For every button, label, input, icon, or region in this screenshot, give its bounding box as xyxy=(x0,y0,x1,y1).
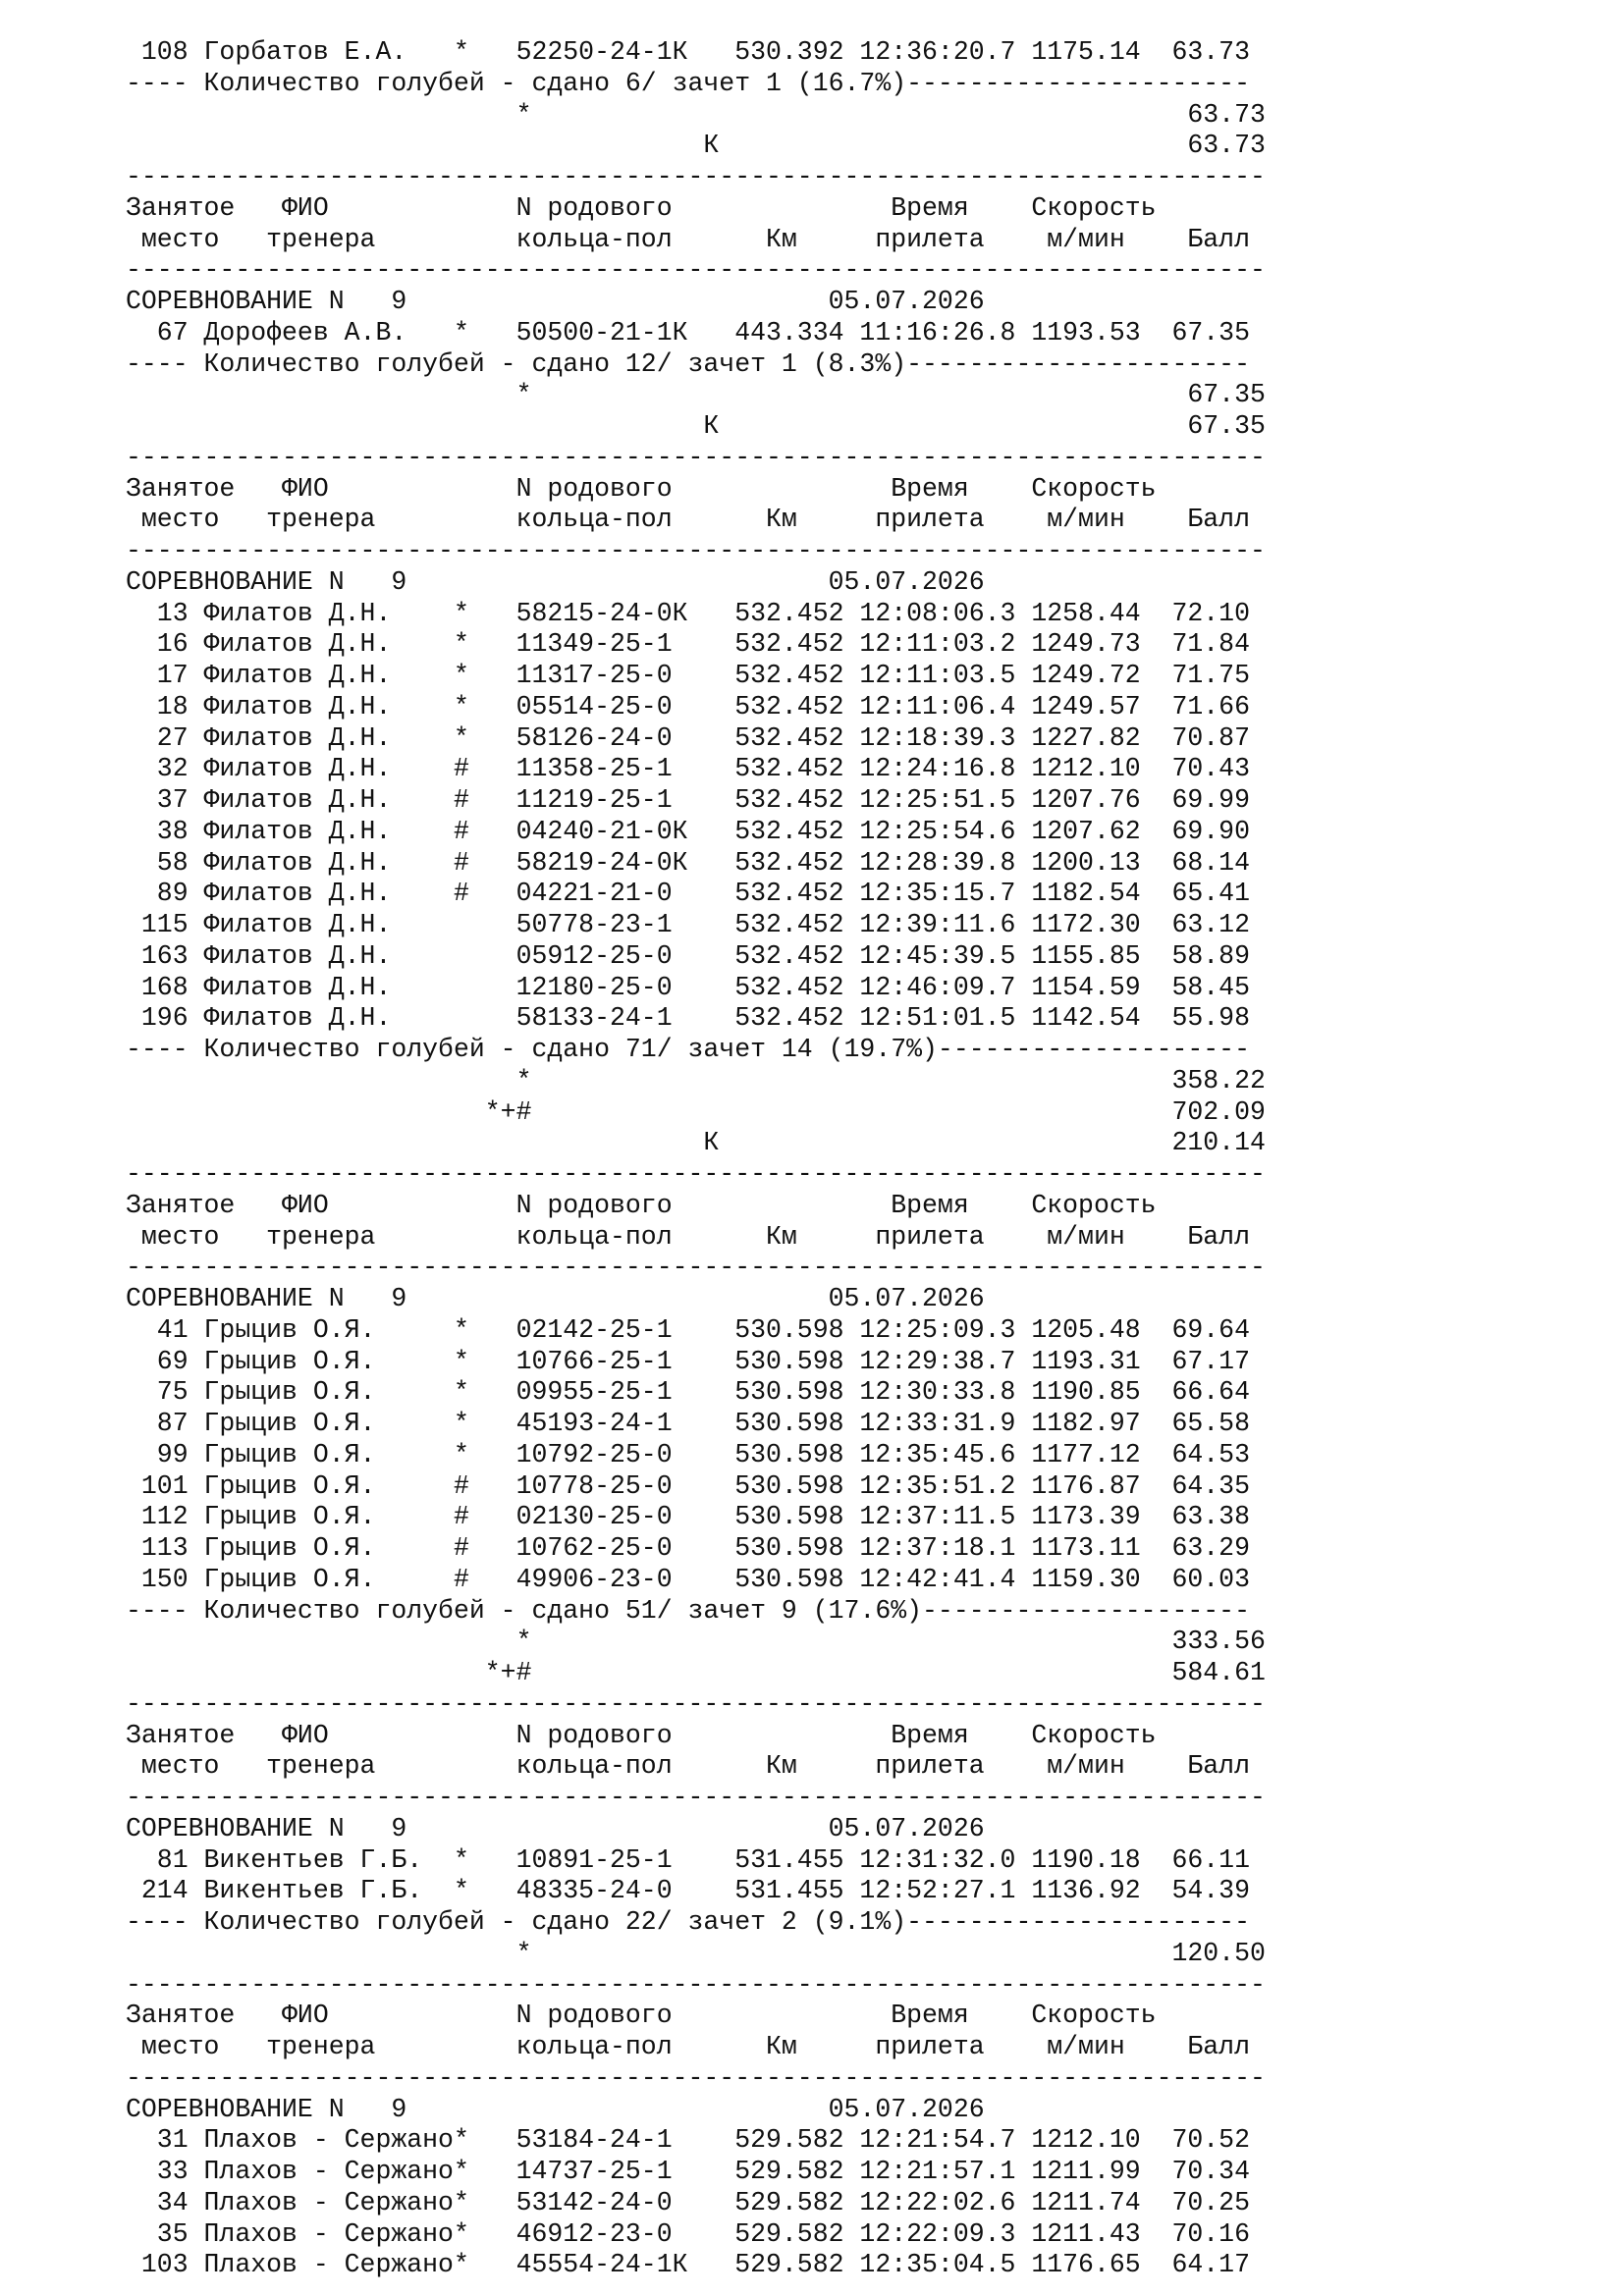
report-line: 168 Филатов Д.Н. 12180-25-0 532.452 12:46:09.7 1154.59 58.45 xyxy=(126,972,1250,1002)
report-line: 115 Филатов Д.Н. 50778-23-1 532.452 12:39:11.6 1172.30 63.12 xyxy=(126,910,1250,939)
report-line: 112 Грыцив О.Я. # 02130-25-0 530.598 12:37:11.5 1173.39 63.38 xyxy=(126,1502,1250,1532)
report-line: 196 Филатов Д.Н. 58133-24-1 532.452 12:51:01.5 1142.54 55.98 xyxy=(126,1003,1250,1034)
report-line: СОРЕВНОВАНИЕ N 9 05.07.2026 xyxy=(126,2094,985,2124)
report-line: ------------------------------------------------------------------------- xyxy=(126,1783,1266,1812)
report-line: СОРЕВНОВАНИЕ N 9 05.07.2026 xyxy=(126,1284,985,1313)
report-line: Занятое ФИО N родового Время Скорость xyxy=(126,192,1157,223)
report-line: Занятое ФИО N родового Время Скорость xyxy=(126,1190,1157,1220)
report-line: СОРЕВНОВАНИЕ N 9 05.07.2026 xyxy=(126,287,985,316)
report-line: 87 Грыцив О.Я. * 45193-24-1 530.598 12:33:31.9 1182.97 65.58 xyxy=(126,1409,1250,1438)
report-line: *+# 702.09 xyxy=(126,1096,1266,1127)
report-line: * 358.22 xyxy=(126,1065,1266,1095)
report-line: ------------------------------------------------------------------------- xyxy=(126,162,1266,191)
report-line: 99 Грыцив О.Я. * 10792-25-0 530.598 12:35:45.6 1177.12 64.53 xyxy=(126,1439,1250,1469)
report-line: 31 Плахов - Сержано* 53184-24-1 529.582 12:21:54.7 1212.10 70.52 xyxy=(126,2125,1250,2156)
report-line: 37 Филатов Д.Н. # 11219-25-1 532.452 12:25:51.5 1207.76 69.99 xyxy=(126,785,1250,815)
report-line: К 210.14 xyxy=(126,1128,1266,1158)
report-line: 16 Филатов Д.Н. * 11349-25-1 532.452 12:11:03.2 1249.73 71.84 xyxy=(126,629,1250,660)
report-line: 58 Филатов Д.Н. # 58219-24-0К 532.452 12:28:39.8 1200.13 68.14 xyxy=(126,847,1250,878)
report-line: ------------------------------------------------------------------------- xyxy=(126,2062,1266,2093)
report-line: ---- Количество голубей - сдано 22/ зачет 2 (9.1%)---------------------- xyxy=(126,1907,1250,1937)
report-line: ------------------------------------------------------------------------- xyxy=(126,442,1266,472)
report-line: *+# 584.61 xyxy=(126,1658,1266,1687)
report-line: ---- Количество голубей - сдано 71/ зачет 14 (19.7%)-------------------- xyxy=(126,1035,1250,1064)
report-line: 18 Филатов Д.Н. * 05514-25-0 532.452 12:11:06.4 1249.57 71.66 xyxy=(126,691,1250,721)
report-line: Занятое ФИО N родового Время Скорость xyxy=(126,2001,1157,2031)
report-line: 34 Плахов - Сержано* 53142-24-0 529.582 12:22:02.6 1211.74 70.25 xyxy=(126,2187,1250,2217)
report-line: 101 Грыцив О.Я. # 10778-25-0 530.598 12:35:51.2 1176.87 64.35 xyxy=(126,1470,1250,1501)
report-line: 108 Горбатов Е.А. * 52250-24-1К 530.392 12:36:20.7 1175.14 63.73 xyxy=(126,37,1250,67)
report-line: 214 Викентьев Г.Б. * 48335-24-0 531.455 12:52:27.1 1136.92 54.39 xyxy=(126,1876,1250,1906)
report-line: Занятое ФИО N родового Время Скорость xyxy=(126,1720,1157,1750)
report-line: СОРЕВНОВАНИЕ N 9 05.07.2026 xyxy=(126,566,985,597)
report-line: ------------------------------------------------------------------------- xyxy=(126,1253,1266,1283)
report-line: 89 Филатов Д.Н. # 04221-21-0 532.452 12:35:15.7 1182.54 65.41 xyxy=(126,879,1250,909)
report-line: место тренера кольца-пол Км прилета м/мин Балл xyxy=(126,2032,1250,2061)
report-line: 150 Грыцив О.Я. # 49906-23-0 530.598 12:42:41.4 1159.30 60.03 xyxy=(126,1564,1250,1594)
report-line: 13 Филатов Д.Н. * 58215-24-0К 532.452 12:08:06.3 1258.44 72.10 xyxy=(126,598,1250,628)
report-line: 67 Дорофеев А.В. * 50500-21-1К 443.334 11:16:26.8 1193.53 67.35 xyxy=(126,317,1250,347)
results-printout xyxy=(126,37,1598,2281)
report-line: 103 Плахов - Сержано* 45554-24-1К 529.582 12:35:04.5 1176.65 64.17 xyxy=(126,2250,1250,2280)
report-line: СОРЕВНОВАНИЕ N 9 05.07.2026 xyxy=(126,1813,985,1843)
report-line: ------------------------------------------------------------------------- xyxy=(126,1969,1266,2000)
report-line: ------------------------------------------------------------------------- xyxy=(126,1159,1266,1189)
report-line: 32 Филатов Д.Н. # 11358-25-1 532.452 12:24:16.8 1212.10 70.43 xyxy=(126,754,1250,784)
report-line: ---- Количество голубей - сдано 12/ зачет 1 (8.3%)---------------------- xyxy=(126,348,1250,379)
report-line: место тренера кольца-пол Км прилета м/мин Балл xyxy=(126,505,1250,535)
report-line: ------------------------------------------------------------------------- xyxy=(126,536,1266,565)
report-line: * 120.50 xyxy=(126,1938,1266,1968)
report-line: * 67.35 xyxy=(126,380,1266,410)
report-line: 27 Филатов Д.Н. * 58126-24-0 532.452 12:18:39.3 1227.82 70.87 xyxy=(126,722,1250,753)
report-line: Занятое ФИО N родового Время Скорость xyxy=(126,473,1157,504)
report-line: * 63.73 xyxy=(126,99,1266,130)
report-line: 38 Филатов Д.Н. # 04240-21-0К 532.452 12:25:54.6 1207.62 69.90 xyxy=(126,816,1250,846)
report-line: 75 Грыцив О.Я. * 09955-25-1 530.598 12:30:33.8 1190.85 66.64 xyxy=(126,1377,1250,1408)
report-line: 41 Грыцив О.Я. * 02142-25-1 530.598 12:25:09.3 1205.48 69.64 xyxy=(126,1314,1250,1345)
report-line: 163 Филатов Д.Н. 05912-25-0 532.452 12:45:39.5 1155.85 58.89 xyxy=(126,940,1250,971)
report-line: место тренера кольца-пол Км прилета м/мин Балл xyxy=(126,1751,1250,1782)
report-line: место тренера кольца-пол Км прилета м/мин Балл xyxy=(126,1221,1250,1252)
report-line: ---- Количество голубей - сдано 6/ зачет 1 (16.7%)---------------------- xyxy=(126,68,1250,98)
report-line: ------------------------------------------------------------------------- xyxy=(126,255,1266,286)
report-line: К 67.35 xyxy=(126,411,1266,441)
report-line: * 333.56 xyxy=(126,1627,1266,1657)
report-line: ------------------------------------------------------------------------- xyxy=(126,1688,1266,1719)
report-line: место тренера кольца-пол Км прилета м/мин Балл xyxy=(126,224,1250,254)
report-line: 81 Викентьев Г.Б. * 10891-25-1 531.455 12:31:32.0 1190.18 66.11 xyxy=(126,1844,1250,1875)
report-line: 35 Плахов - Сержано* 46912-23-0 529.582 12:22:09.3 1211.43 70.16 xyxy=(126,2218,1250,2249)
report-line: ---- Количество голубей - сдано 51/ зачет 9 (17.6%)--------------------- xyxy=(126,1595,1250,1626)
report-line: 69 Грыцив О.Я. * 10766-25-1 530.598 12:29:38.7 1193.31 67.17 xyxy=(126,1346,1250,1376)
report-line: 17 Филатов Д.Н. * 11317-25-0 532.452 12:11:03.5 1249.72 71.75 xyxy=(126,661,1250,690)
report-line: 33 Плахов - Сержано* 14737-25-1 529.582 12:21:57.1 1211.99 70.34 xyxy=(126,2157,1250,2186)
report-line: 113 Грыцив О.Я. # 10762-25-0 530.598 12:37:18.1 1173.11 63.29 xyxy=(126,1533,1250,1563)
report-line: К 63.73 xyxy=(126,131,1266,161)
